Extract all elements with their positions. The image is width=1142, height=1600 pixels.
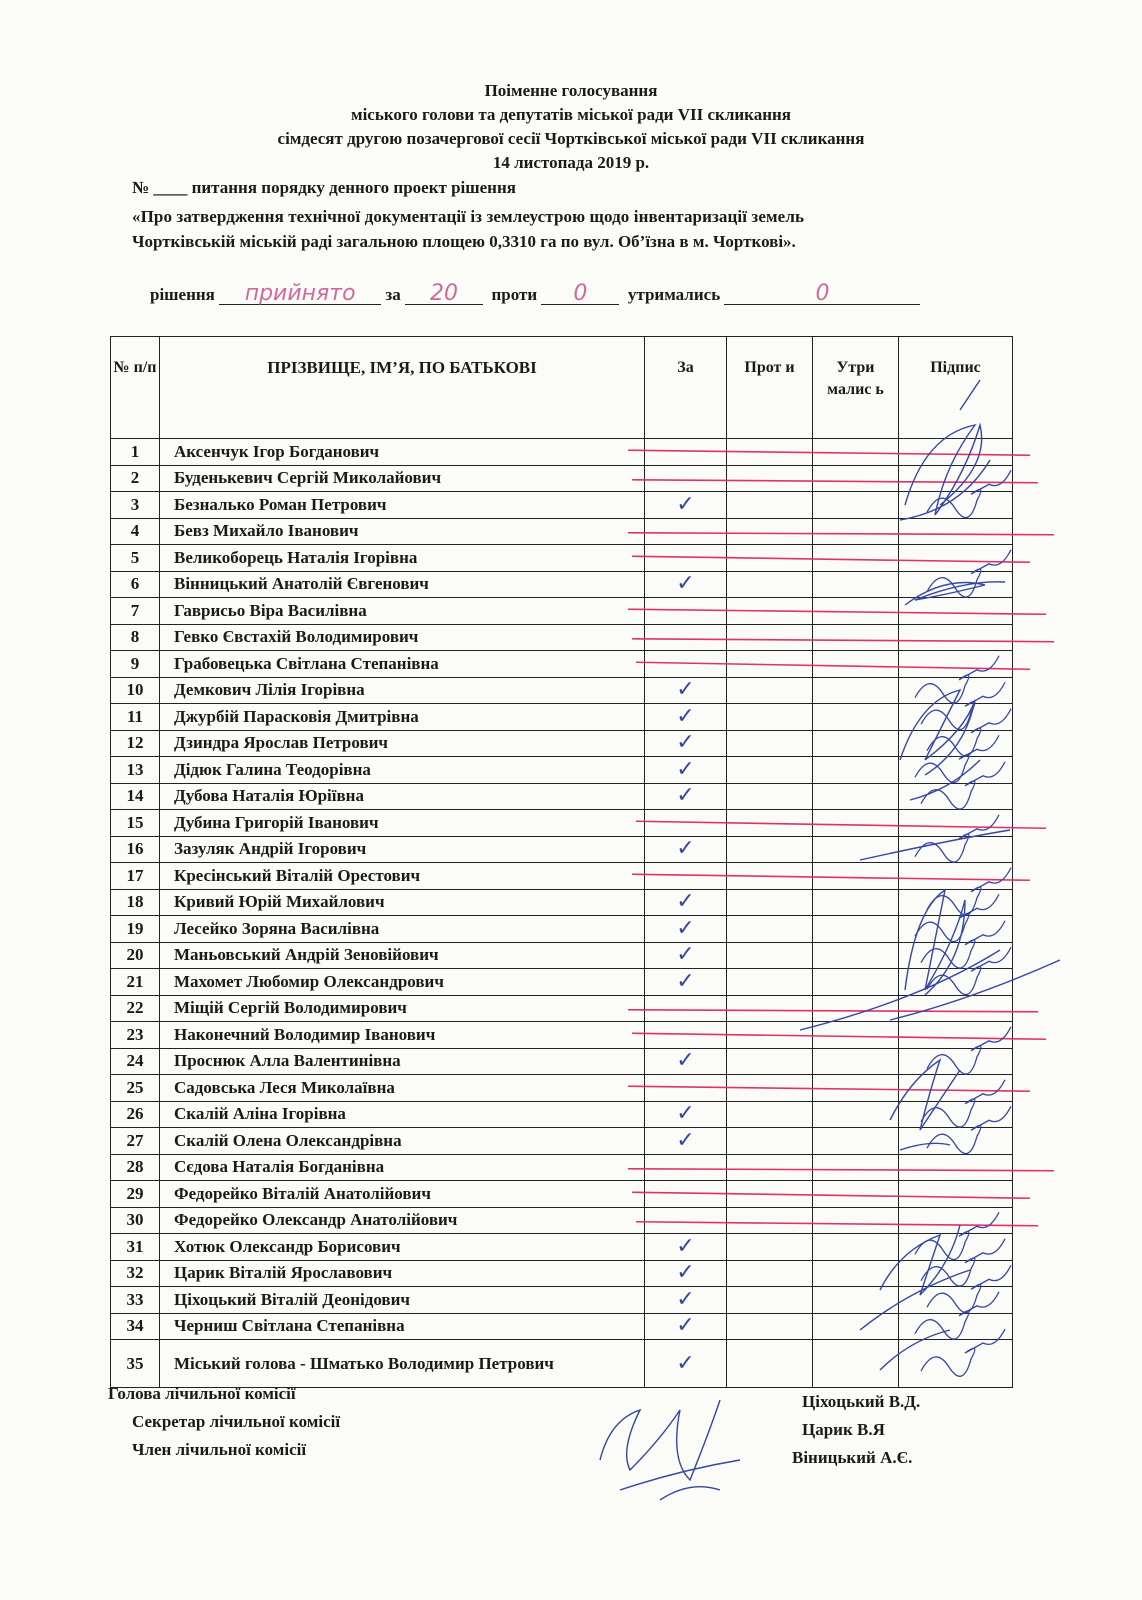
signature-cell [899,1340,1013,1388]
row-number: 9 [111,651,160,678]
vote-for-cell [645,598,727,625]
vote-abstain-cell [813,810,899,837]
row-number: 14 [111,783,160,810]
vote-against-cell [727,783,813,810]
signature-cell [899,889,1013,916]
vote-for-cell: ✓ [645,571,727,598]
vote-against-cell [727,492,813,519]
signature-cell [899,677,1013,704]
member-name: Міський голова - Шматько Володимир Петрович [160,1340,645,1388]
member-name: Міщій Сергій Володимирович [160,995,645,1022]
vote-abstain-cell [813,624,899,651]
signature-cell [899,598,1013,625]
member-name: Бевз Михайло Іванович [160,518,645,545]
signature-cell [899,1234,1013,1261]
member-name: Демкович Лілія Ігорівна [160,677,645,704]
table-row [111,677,1013,704]
vote-against-cell [727,916,813,943]
table-row [111,518,1013,545]
table-row [111,1234,1013,1261]
table-row [111,1022,1013,1049]
vote-against-cell [727,757,813,784]
signature-cell [899,916,1013,943]
row-number: 7 [111,598,160,625]
vote-against-cell [727,1287,813,1314]
vote-abstain-cell [813,651,899,678]
vote-against-cell [727,704,813,731]
vote-for-cell [645,810,727,837]
vote-against-cell [727,942,813,969]
vote-for-cell [645,439,727,466]
table-row [111,704,1013,731]
member-name: Дзиндра Ярослав Петрович [160,730,645,757]
abstain-label: утримались [627,285,721,304]
vote-abstain-cell [813,545,899,572]
member-name: Садовська Леся Миколаївна [160,1075,645,1102]
vote-for-cell [645,863,727,890]
vote-against-cell [727,863,813,890]
subject-line-1: «Про затвердження технічної документації із землеустрою щодо інвентаризації земель [132,207,805,226]
signature-cell [899,651,1013,678]
vote-against-cell [727,889,813,916]
table-row [111,836,1013,863]
table-row [111,1075,1013,1102]
vote-for-cell: ✓ [645,969,727,996]
member-name: Дубова Наталія Юріївна [160,783,645,810]
table-row [111,1154,1013,1181]
table-row [111,1181,1013,1208]
row-number: 1 [111,439,160,466]
signature-cell [899,1260,1013,1287]
member-name: Кривий Юрій Михайлович [160,889,645,916]
row-number: 21 [111,969,160,996]
vote-for-cell [645,465,727,492]
vote-against-cell [727,1154,813,1181]
session-line: сімдесят другою позачергової сесії Чортківської міської ради VII скликання [277,129,865,148]
vote-for-cell: ✓ [645,677,727,704]
vote-against-cell [727,836,813,863]
row-number: 22 [111,995,160,1022]
row-number: 3 [111,492,160,519]
table-row [111,624,1013,651]
signature-cell [899,571,1013,598]
secretary-name: Царик В.Я [802,1420,885,1439]
vote-abstain-cell [813,942,899,969]
vote-abstain-cell [813,995,899,1022]
table-row [111,492,1013,519]
row-number: 16 [111,836,160,863]
signature-flourish [600,1400,740,1500]
vote-against-cell [727,439,813,466]
vote-for-cell: ✓ [645,1287,727,1314]
vote-for-cell [645,995,727,1022]
vote-abstain-cell [813,757,899,784]
decision-label: рішення [150,285,215,304]
row-number: 33 [111,1287,160,1314]
member-name: Ціхоцький Віталій Деонідович [160,1287,645,1314]
row-number: 5 [111,545,160,572]
row-number: 11 [111,704,160,731]
row-number: 26 [111,1101,160,1128]
signature-cell [899,1181,1013,1208]
vote-abstain-cell [813,1101,899,1128]
table-row [111,545,1013,572]
vote-for-cell: ✓ [645,1048,727,1075]
signature-cell [899,1048,1013,1075]
table-row [111,1313,1013,1340]
signature-cell [899,810,1013,837]
row-number: 34 [111,1313,160,1340]
signature-cell [899,1101,1013,1128]
member-name: Проснюк Алла Валентинівна [160,1048,645,1075]
row-number: 23 [111,1022,160,1049]
row-number: 30 [111,1207,160,1234]
vote-abstain-cell [813,1340,899,1388]
vote-for-cell [645,545,727,572]
abstain-count: 0 [724,284,920,305]
member-label: Член лічильної комісії [132,1440,307,1459]
vote-against-cell [727,598,813,625]
vote-abstain-cell [813,1075,899,1102]
vote-against-cell [727,677,813,704]
vote-for-cell: ✓ [645,1340,727,1388]
row-number: 32 [111,1260,160,1287]
vote-for-cell: ✓ [645,492,727,519]
document-title: Поіменне голосування [484,81,658,100]
row-number: 6 [111,571,160,598]
member-name: Федорейко Віталій Анатолійович [160,1181,645,1208]
vote-for-cell: ✓ [645,1101,727,1128]
vote-for-cell: ✓ [645,1128,727,1155]
vote-abstain-cell [813,836,899,863]
vote-against-cell [727,518,813,545]
row-number: 24 [111,1048,160,1075]
member-name: Буденькевич Сергій Миколайович [160,465,645,492]
row-number: 20 [111,942,160,969]
vote-against-cell [727,624,813,651]
member-name: Великоборець Наталія Ігорівна [160,545,645,572]
table-row [111,1287,1013,1314]
vote-for-cell: ✓ [645,730,727,757]
row-number: 15 [111,810,160,837]
vote-for-cell: ✓ [645,1234,727,1261]
vote-against-cell [727,969,813,996]
vote-for-cell: ✓ [645,1260,727,1287]
vote-abstain-cell [813,1048,899,1075]
question-line: № ____ питання порядку денного проект рішення [132,178,516,197]
header-name: ПРІЗВИЩЕ, ІМ’Я, ПО БАТЬКОВІ [160,337,645,439]
table-header-row [111,337,1013,439]
row-number: 25 [111,1075,160,1102]
member-name: Безналько Роман Петрович [160,492,645,519]
vote-against-cell [727,730,813,757]
vote-for-cell: ✓ [645,704,727,731]
member-name: Кресінський Віталій Орестович [160,863,645,890]
table-row [111,1048,1013,1075]
vote-against-cell [727,1101,813,1128]
signature-cell [899,757,1013,784]
signature-cell [899,545,1013,572]
vote-abstain-cell [813,1234,899,1261]
row-number: 2 [111,465,160,492]
row-number: 13 [111,757,160,784]
row-number: 31 [111,1234,160,1261]
member-name: Віницький А.Є. [792,1448,913,1467]
document-subtitle: міського голови та депутатів міської ради VII скликання [351,105,791,124]
vote-for-cell [645,1181,727,1208]
vote-abstain-cell [813,677,899,704]
vote-for-cell [645,1075,727,1102]
table-row [111,1207,1013,1234]
vote-against-cell [727,995,813,1022]
header-num: № п/п [111,337,160,439]
vote-for-cell: ✓ [645,783,727,810]
member-name: Скалій Олена Олександрівна [160,1128,645,1155]
for-label: за [385,285,401,304]
signature-cell [899,730,1013,757]
signature-cell [899,439,1013,466]
header-against: Прот и [727,337,813,439]
vote-against-cell [727,1181,813,1208]
table-row [111,598,1013,625]
vote-abstain-cell [813,969,899,996]
table-row [111,1340,1013,1388]
member-name: Вінницький Анатолій Євгенович [160,571,645,598]
vote-abstain-cell [813,1181,899,1208]
table-row [111,439,1013,466]
vote-abstain-cell [813,1313,899,1340]
table-row [111,1128,1013,1155]
against-count: 0 [541,284,619,305]
vote-for-cell: ✓ [645,942,727,969]
vote-abstain-cell [813,889,899,916]
vote-against-cell [727,545,813,572]
signature-cell [899,969,1013,996]
vote-abstain-cell [813,916,899,943]
row-number: 19 [111,916,160,943]
vote-abstain-cell [813,598,899,625]
signature-cell [899,1154,1013,1181]
table-row [111,571,1013,598]
signature-cell [899,783,1013,810]
decision-line [150,281,920,306]
header-abstain: Утри малис ь [813,337,899,439]
table-row [111,1101,1013,1128]
vote-against-cell [727,571,813,598]
vote-table [110,336,1013,1388]
row-number: 29 [111,1181,160,1208]
table-row [111,863,1013,890]
vote-abstain-cell [813,1128,899,1155]
table-row [111,730,1013,757]
member-name: Дідюк Галина Теодорівна [160,757,645,784]
signature-cell [899,1287,1013,1314]
member-name: Федорейко Олександр Анатолійович [160,1207,645,1234]
row-number: 17 [111,863,160,890]
vote-abstain-cell [813,704,899,731]
table-row [111,465,1013,492]
vote-abstain-cell [813,1022,899,1049]
vote-for-cell: ✓ [645,1313,727,1340]
row-number: 35 [111,1340,160,1388]
table-row [111,810,1013,837]
vote-for-cell [645,1022,727,1049]
vote-against-cell [727,810,813,837]
signature-cell [899,1128,1013,1155]
vote-for-cell [645,1154,727,1181]
vote-against-cell [727,1022,813,1049]
vote-abstain-cell [813,730,899,757]
vote-for-cell [645,1207,727,1234]
vote-abstain-cell [813,571,899,598]
member-name: Махомет Любомир Олександрович [160,969,645,996]
vote-abstain-cell [813,492,899,519]
member-name: Лесейко Зоряна Василівна [160,916,645,943]
signature-cell [899,704,1013,731]
vote-abstain-cell [813,783,899,810]
header-for: За [645,337,727,439]
vote-abstain-cell [813,863,899,890]
vote-against-cell [727,1340,813,1388]
vote-against-cell [727,1075,813,1102]
member-name: Грабовецька Світлана Степанівна [160,651,645,678]
row-number: 10 [111,677,160,704]
subject-line-2: Чортківській міській раді загальною площею 0,3310 га по вул. Об’їзна в м. Чорткові». [132,232,796,251]
secretary-label: Секретар лічильної комісії [132,1412,341,1431]
signature-cell [899,836,1013,863]
signature-cell [899,863,1013,890]
vote-abstain-cell [813,439,899,466]
vote-against-cell [727,1234,813,1261]
vote-for-cell: ✓ [645,916,727,943]
member-name: Аксенчук Ігор Богданович [160,439,645,466]
member-name: Черниш Світлана Степанівна [160,1313,645,1340]
vote-abstain-cell [813,1260,899,1287]
signature-cell [899,1022,1013,1049]
signature-cell [899,995,1013,1022]
signature-cell [899,1075,1013,1102]
table-row [111,651,1013,678]
date-line: 14 листопада 2019 р. [492,153,650,172]
vote-against-cell [727,465,813,492]
member-name: Джурбій Парасковія Дмитрівна [160,704,645,731]
table-row [111,757,1013,784]
member-name: Гаврисьо Віра Василівна [160,598,645,625]
member-name: Царик Віталій Ярославович [160,1260,645,1287]
chair-name: Ціхоцький В.Д. [802,1392,921,1411]
row-number: 27 [111,1128,160,1155]
vote-for-cell [645,651,727,678]
decision-value: прийнято [219,284,381,305]
table-row [111,995,1013,1022]
signature-cell [899,1207,1013,1234]
chair-label: Голова лічильної комісії [108,1384,296,1403]
row-number: 18 [111,889,160,916]
vote-abstain-cell [813,465,899,492]
vote-against-cell [727,1313,813,1340]
vote-for-cell [645,518,727,545]
signature-cell [899,492,1013,519]
vote-against-cell [727,1260,813,1287]
vote-abstain-cell [813,518,899,545]
row-number: 8 [111,624,160,651]
against-label: проти [491,285,538,304]
row-number: 4 [111,518,160,545]
for-count: 20 [405,284,483,305]
table-row [111,1260,1013,1287]
vote-against-cell [727,1128,813,1155]
vote-for-cell: ✓ [645,836,727,863]
vote-for-cell: ✓ [645,889,727,916]
header-signature: Підпис [899,337,1013,439]
signature-cell [899,624,1013,651]
table-row [111,916,1013,943]
member-name: Дубина Григорій Іванович [160,810,645,837]
signature-cell [899,1313,1013,1340]
table-row [111,969,1013,996]
vote-against-cell [727,1048,813,1075]
signature-cell [899,942,1013,969]
table-row [111,889,1013,916]
member-name: Скалій Аліна Ігорівна [160,1101,645,1128]
member-name: Наконечний Володимир Іванович [160,1022,645,1049]
vote-abstain-cell [813,1154,899,1181]
member-name: Маньовський Андрій Зеновійович [160,942,645,969]
vote-abstain-cell [813,1287,899,1314]
row-number: 12 [111,730,160,757]
row-number: 28 [111,1154,160,1181]
vote-against-cell [727,1207,813,1234]
signature-cell [899,465,1013,492]
signature-cell [899,518,1013,545]
vote-for-cell: ✓ [645,757,727,784]
member-name: Гевко Євстахій Володимирович [160,624,645,651]
member-name: Зазуляк Андрій Ігорович [160,836,645,863]
table-body [111,439,1013,1388]
member-name: Сєдова Наталія Богданівна [160,1154,645,1181]
table-row [111,783,1013,810]
vote-abstain-cell [813,1207,899,1234]
table-row [111,942,1013,969]
vote-against-cell [727,651,813,678]
member-name: Хотюк Олександр Борисович [160,1234,645,1261]
vote-for-cell [645,624,727,651]
